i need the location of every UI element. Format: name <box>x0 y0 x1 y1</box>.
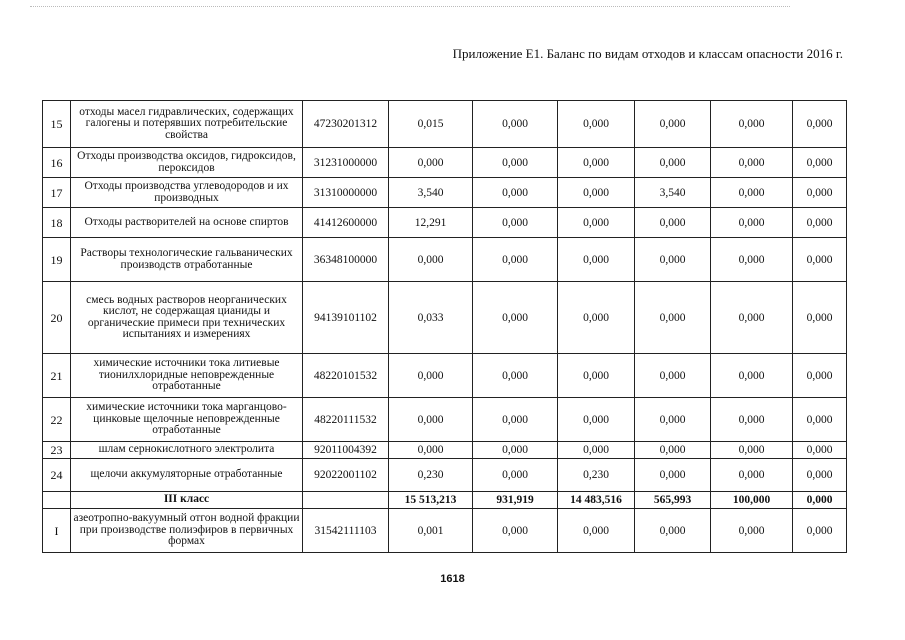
value-col-3: 0,000 <box>558 101 635 148</box>
value-col-5: 0,000 <box>711 282 793 354</box>
value-col-6: 0,000 <box>793 442 847 459</box>
value-col-2: 0,000 <box>473 398 558 442</box>
value-col-6: 0,000 <box>793 509 847 553</box>
value-col-2: 0,000 <box>473 148 558 178</box>
value-col-3: 14 483,516 <box>558 492 635 509</box>
value-col-2: 0,000 <box>473 101 558 148</box>
value-col-3: 0,000 <box>558 238 635 282</box>
waste-name: Отходы растворителей на основе спиртов <box>71 208 303 238</box>
value-col-6: 0,000 <box>793 101 847 148</box>
row-index: 24 <box>43 459 71 492</box>
waste-code: 41412600000 <box>303 208 389 238</box>
waste-code: 48220101532 <box>303 354 389 398</box>
total-value: 0,000 <box>389 354 473 398</box>
value-col-3: 0,000 <box>558 178 635 208</box>
value-col-3: 0,000 <box>558 509 635 553</box>
total-value: 15 513,213 <box>389 492 473 509</box>
total-value: 0,015 <box>389 101 473 148</box>
value-col-5: 0,000 <box>711 148 793 178</box>
waste-name: отходы масел гидравлических, содержащих галогены и потерявших потребительские свойства <box>71 101 303 148</box>
value-col-2: 0,000 <box>473 238 558 282</box>
total-value: 0,001 <box>389 509 473 553</box>
value-col-4: 3,540 <box>635 178 711 208</box>
total-value: 3,540 <box>389 178 473 208</box>
value-col-4: 0,000 <box>635 459 711 492</box>
value-col-2: 931,919 <box>473 492 558 509</box>
scan-edge-line <box>30 6 790 7</box>
row-index: 22 <box>43 398 71 442</box>
value-col-5: 0,000 <box>711 459 793 492</box>
value-col-4: 0,000 <box>635 101 711 148</box>
total-value: 0,000 <box>389 238 473 282</box>
value-col-3: 0,000 <box>558 398 635 442</box>
row-index: 21 <box>43 354 71 398</box>
value-col-4: 0,000 <box>635 282 711 354</box>
value-col-4: 0,000 <box>635 208 711 238</box>
page-title: Приложение Е1. Баланс по видам отходов и классам опасности 2016 г. <box>452 46 843 61</box>
table-row <box>43 178 847 208</box>
waste-code <box>303 492 389 509</box>
table-row <box>43 101 847 148</box>
total-value: 0,000 <box>389 148 473 178</box>
total-value: 0,000 <box>389 398 473 442</box>
waste-code: 92011004392 <box>303 442 389 459</box>
waste-name: Отходы производства углеводородов и их производных <box>71 178 303 208</box>
waste-code: 36348100000 <box>303 238 389 282</box>
waste-code: 47230201312 <box>303 101 389 148</box>
value-col-5: 0,000 <box>711 178 793 208</box>
value-col-5: 0,000 <box>711 208 793 238</box>
value-col-4: 0,000 <box>635 442 711 459</box>
value-col-6: 0,000 <box>793 398 847 442</box>
value-col-2: 0,000 <box>473 178 558 208</box>
total-value: 12,291 <box>389 208 473 238</box>
total-value: 0,033 <box>389 282 473 354</box>
table-row <box>43 354 847 398</box>
value-col-2: 0,000 <box>473 509 558 553</box>
class-total-row <box>43 492 847 509</box>
row-index: 18 <box>43 208 71 238</box>
value-col-3: 0,000 <box>558 208 635 238</box>
waste-balance-table <box>42 100 847 553</box>
row-index: 20 <box>43 282 71 354</box>
value-col-6: 0,000 <box>793 148 847 178</box>
value-col-6: 0,000 <box>793 459 847 492</box>
waste-name: щелочи аккумуляторные отработанные <box>71 459 303 492</box>
value-col-4: 0,000 <box>635 148 711 178</box>
waste-code: 31542111103 <box>303 509 389 553</box>
value-col-5: 0,000 <box>711 238 793 282</box>
value-col-6: 0,000 <box>793 492 847 509</box>
row-index: 19 <box>43 238 71 282</box>
value-col-6: 0,000 <box>793 178 847 208</box>
value-col-5: 0,000 <box>711 442 793 459</box>
waste-name: шлам сернокислотного электролита <box>71 442 303 459</box>
waste-code: 48220111532 <box>303 398 389 442</box>
value-col-5: 100,000 <box>711 492 793 509</box>
waste-name: Растворы технологические гальванических производств отработанные <box>71 238 303 282</box>
value-col-3: 0,000 <box>558 442 635 459</box>
value-col-3: 0,000 <box>558 282 635 354</box>
waste-name: III класс <box>71 492 303 509</box>
row-index: 23 <box>43 442 71 459</box>
waste-name: смесь водных растворов неорганических кислот, не содержащая цианиды и органические примеси при технических испытаниях и измерениях <box>71 282 303 354</box>
row-index: 17 <box>43 178 71 208</box>
value-col-2: 0,000 <box>473 282 558 354</box>
table-row <box>43 398 847 442</box>
value-col-4: 0,000 <box>635 238 711 282</box>
waste-name: химические источники тока литиевые тионилхлоридные неповрежденные отработанные <box>71 354 303 398</box>
value-col-2: 0,000 <box>473 354 558 398</box>
waste-name: азеотропно-вакуумный отгон водной фракции при производстве полиэфиров в первичных формах <box>71 509 303 553</box>
value-col-4: 565,993 <box>635 492 711 509</box>
total-value: 0,230 <box>389 459 473 492</box>
row-index: 15 <box>43 101 71 148</box>
value-col-3: 0,230 <box>558 459 635 492</box>
value-col-3: 0,000 <box>558 148 635 178</box>
table-row <box>43 459 847 492</box>
value-col-4: 0,000 <box>635 354 711 398</box>
value-col-6: 0,000 <box>793 354 847 398</box>
waste-code: 31231000000 <box>303 148 389 178</box>
table-row <box>43 148 847 178</box>
table-row <box>43 238 847 282</box>
waste-code: 92022001102 <box>303 459 389 492</box>
row-index: I <box>43 509 71 553</box>
value-col-6: 0,000 <box>793 282 847 354</box>
value-col-6: 0,000 <box>793 208 847 238</box>
page-number: 1618 <box>440 573 465 585</box>
value-col-4: 0,000 <box>635 398 711 442</box>
table-row <box>43 208 847 238</box>
waste-name: Отходы производства оксидов, гидроксидов, пероксидов <box>71 148 303 178</box>
value-col-2: 0,000 <box>473 442 558 459</box>
value-col-5: 0,000 <box>711 509 793 553</box>
value-col-2: 0,000 <box>473 208 558 238</box>
value-col-2: 0,000 <box>473 459 558 492</box>
waste-name: химические источники тока марганцово-цинковые щелочные неповрежденные отработанные <box>71 398 303 442</box>
value-col-3: 0,000 <box>558 354 635 398</box>
waste-code: 31310000000 <box>303 178 389 208</box>
row-index: 16 <box>43 148 71 178</box>
row-index <box>43 492 71 509</box>
table-row <box>43 282 847 354</box>
value-col-5: 0,000 <box>711 101 793 148</box>
total-value: 0,000 <box>389 442 473 459</box>
table-row <box>43 509 847 553</box>
waste-code: 94139101102 <box>303 282 389 354</box>
table-row <box>43 442 847 459</box>
value-col-4: 0,000 <box>635 509 711 553</box>
value-col-5: 0,000 <box>711 398 793 442</box>
value-col-6: 0,000 <box>793 238 847 282</box>
value-col-5: 0,000 <box>711 354 793 398</box>
